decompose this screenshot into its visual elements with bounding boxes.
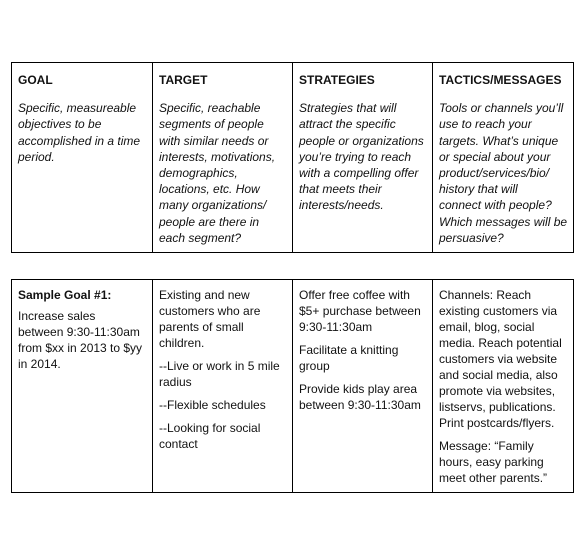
sample-tactics-line: meet other parents.” bbox=[439, 471, 548, 485]
sample-target-cell bbox=[153, 280, 293, 492]
sample-target-line: radius bbox=[159, 375, 192, 389]
strategies-desc-line: attract the specific bbox=[299, 117, 396, 132]
sample-target-line: customers who are bbox=[159, 304, 261, 318]
tactics-desc-line: or special about your bbox=[439, 149, 551, 164]
sample-tactics-cell bbox=[433, 280, 573, 492]
sample-strategies-line: group bbox=[299, 359, 330, 373]
strategies-desc-line: with a compelling offer bbox=[299, 166, 419, 181]
strategies-desc-line: that meets their bbox=[299, 182, 382, 197]
sample-tactics-line: Print postcards/flyers. bbox=[439, 416, 555, 430]
target-header: TARGET bbox=[159, 73, 208, 87]
sample-target-line: --Flexible schedules bbox=[159, 398, 266, 412]
goal-desc-line: period. bbox=[18, 149, 55, 164]
tactics-column bbox=[433, 63, 573, 252]
sample-tactics-line: listservs, publications. bbox=[439, 400, 556, 414]
sample-tactics-line: media. Reach potential bbox=[439, 336, 562, 350]
spacer bbox=[159, 413, 287, 420]
strategies-desc-line: interests/needs. bbox=[299, 198, 384, 213]
sample-goal-line: between 9:30-11:30am bbox=[18, 325, 140, 340]
target-desc-line: locations, etc. How bbox=[159, 182, 260, 197]
sample-target-line: Existing and new bbox=[159, 288, 250, 302]
sample-target-line: children. bbox=[159, 336, 205, 350]
sample-strategies-line: Provide kids play area bbox=[299, 382, 418, 396]
sample-target-line: parents of small bbox=[159, 320, 244, 334]
sample-tactics-line: Channels: Reach bbox=[439, 288, 532, 302]
spacer bbox=[159, 390, 287, 397]
definitions-table bbox=[11, 62, 574, 253]
sample-goal-title: Sample Goal #1: bbox=[18, 288, 112, 302]
tactics-desc-line: connect with people? bbox=[439, 198, 552, 213]
sample-tactics-line: Message: “Family bbox=[439, 439, 534, 453]
sample-target-line: contact bbox=[159, 437, 198, 451]
strategies-column bbox=[293, 63, 433, 252]
sample-strategies-line: $5+ purchase between bbox=[299, 304, 421, 318]
sample-tactics-line: and social media, also bbox=[439, 368, 558, 382]
tactics-desc-line: use to reach your bbox=[439, 117, 532, 132]
spacer bbox=[299, 335, 427, 342]
sample-goal-cell bbox=[12, 280, 153, 492]
target-desc-line: with similar needs or bbox=[159, 133, 269, 148]
sample-tactics-line: promote via websites, bbox=[439, 384, 556, 398]
target-desc-line: segments of people bbox=[159, 117, 264, 132]
target-desc-line: many organizations/ bbox=[159, 198, 267, 213]
sample-tactics-line: existing customers via bbox=[439, 304, 558, 318]
spacer bbox=[159, 351, 287, 358]
target-column bbox=[153, 63, 293, 252]
goal-desc-line: objectives to be bbox=[18, 117, 102, 132]
spacer bbox=[299, 374, 427, 381]
tactics-desc-line: Tools or channels you’ll bbox=[439, 101, 564, 116]
strategies-desc-line: Strategies that will bbox=[299, 101, 397, 116]
tactics-desc-line: history that will bbox=[439, 182, 518, 197]
sample-goal-line: from $xx in 2013 to $yy bbox=[18, 341, 143, 356]
sample-strategies-line: between 9:30-11:30am bbox=[299, 398, 421, 412]
target-desc-line: Specific, reachable bbox=[159, 101, 261, 116]
sample-tactics-line: hours, easy parking bbox=[439, 455, 544, 469]
sample-strategies-line: Facilitate a knitting bbox=[299, 343, 399, 357]
tactics-desc-line: targets. What’s unique bbox=[439, 133, 559, 148]
sample-goal-line: Increase sales bbox=[18, 309, 96, 324]
spacer bbox=[439, 431, 568, 438]
tactics-desc-line: product/services/bio/ bbox=[439, 166, 550, 181]
target-desc-line: each segment? bbox=[159, 230, 242, 245]
strategies-desc-line: you’re trying to reach bbox=[299, 149, 412, 164]
tactics-desc-line: Which messages will be bbox=[439, 214, 568, 229]
strategies-header: STRATEGIES bbox=[299, 73, 375, 87]
sample-strategies-cell bbox=[293, 280, 433, 492]
goal-header: GOAL bbox=[18, 73, 53, 87]
strategies-desc-line: people or organizations bbox=[299, 133, 424, 148]
sample-table bbox=[11, 279, 574, 493]
sample-strategies-line: Offer free coffee with bbox=[299, 288, 410, 302]
sample-tactics-line: customers via website bbox=[439, 352, 558, 366]
goal-desc-line: Specific, measureable bbox=[18, 101, 137, 116]
tactics-desc-line: persuasive? bbox=[439, 230, 504, 245]
sample-target-line: --Live or work in 5 mile bbox=[159, 359, 280, 373]
target-desc-line: people are there in bbox=[159, 214, 260, 229]
tactics-header: TACTICS/MESSAGES bbox=[439, 73, 562, 87]
sample-tactics-line: email, blog, social bbox=[439, 320, 535, 334]
target-desc-line: interests, motivations, bbox=[159, 149, 276, 164]
goal-desc-line: accomplished in a time bbox=[18, 133, 141, 148]
sample-goal-line: in 2014. bbox=[18, 357, 61, 372]
goal-column bbox=[12, 63, 153, 252]
sample-strategies-line: 9:30-11:30am bbox=[299, 320, 373, 334]
target-desc-line: demographics, bbox=[159, 166, 238, 181]
sample-target-line: --Looking for social bbox=[159, 421, 261, 435]
